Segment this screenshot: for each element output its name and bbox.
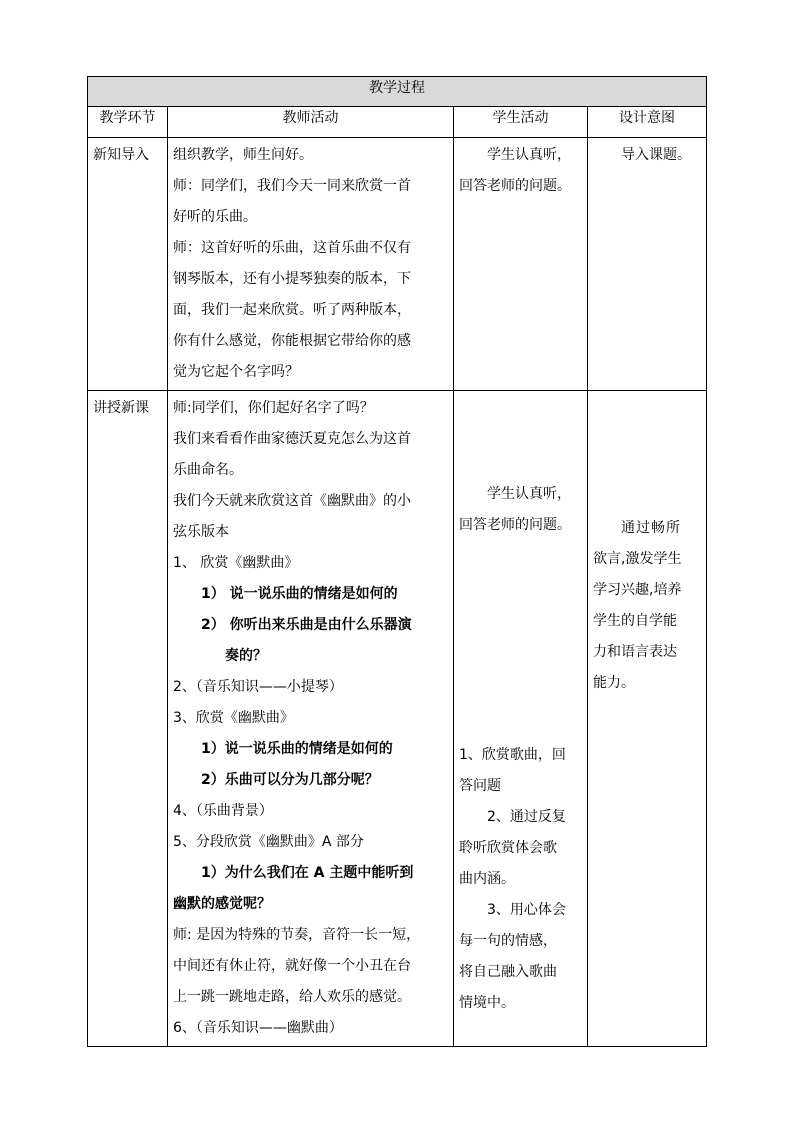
student-line: 答问题 <box>459 778 501 794</box>
teaching-process-table <box>87 76 707 1047</box>
teacher-line: 2）乐曲可以分为几部分呢？ <box>201 772 379 788</box>
spacer <box>459 393 582 479</box>
teacher-line: 1） 说一说乐曲的情绪是如何的 <box>201 586 398 602</box>
design-line: 能力。 <box>593 675 635 691</box>
table-header-row <box>88 107 707 138</box>
teacher-line: 师: 是因为特殊的节奏，音符一长一短， <box>173 927 421 943</box>
teacher-line: 6、（音乐知识——幽默曲） <box>173 1020 343 1036</box>
teacher-line: 弦乐版本 <box>173 524 229 540</box>
student-line: 回答老师的问题。 <box>459 178 571 194</box>
design-line: 通过畅所 <box>621 520 681 536</box>
table-title-row <box>88 77 707 107</box>
header-teacher-activity: 教师活动 <box>168 107 454 138</box>
student-line: 情境中。 <box>459 995 515 1011</box>
teacher-line: 奏的？ <box>225 648 267 664</box>
teacher-line: 1）说一说乐曲的情绪是如何的 <box>201 741 393 757</box>
teacher-line: 4、（乐曲背景） <box>173 803 273 819</box>
table-row <box>88 138 707 391</box>
design-line: 学生的自学能 <box>593 613 677 629</box>
table-title: 教学过程 <box>88 77 707 107</box>
stage-cell <box>88 138 168 391</box>
design-intent-cell <box>588 391 707 1047</box>
teacher-line: 中间还有休止符，就好像一个小丑在台 <box>173 958 411 974</box>
teacher-line: 2） 你听出来乐曲是由什么乐器演 <box>201 617 412 633</box>
student-line: 学生认真听， <box>487 486 571 502</box>
design-line: 力和语言表达 <box>593 644 677 660</box>
teacher-line: 乐曲命名。 <box>173 462 243 478</box>
student-line: 回答老师的问题。 <box>459 517 571 533</box>
student-line: 3、用心体会 <box>487 902 566 918</box>
teacher-line: 你有什么感觉，你能根据它带给你的感 <box>173 333 411 349</box>
stage-label: 新知导入 <box>93 147 149 163</box>
teacher-line: 觉为它起个名字吗？ <box>173 364 299 380</box>
teacher-line: 上一跳一跳地走路，给人欢乐的感觉。 <box>173 989 411 1005</box>
student-line: 学生认真听， <box>487 147 571 163</box>
teacher-line: 组织教学，师生问好。 <box>173 147 313 163</box>
teacher-line: 钢琴版本，还有小提琴独奏的版本，下 <box>173 271 411 287</box>
stage-label: 讲授新课 <box>93 400 149 416</box>
design-line: 导入课题。 <box>621 147 691 163</box>
student-line: 每一句的情感， <box>459 933 557 949</box>
teacher-line: 1、 欣赏《幽默曲》 <box>173 555 299 571</box>
design-intent-cell <box>588 138 707 391</box>
teacher-line: 面，我们一起来欣赏。听了两种版本， <box>173 302 411 318</box>
student-activity-cell <box>454 138 588 391</box>
spacer <box>459 541 582 740</box>
student-line: 曲内涵。 <box>459 871 515 887</box>
teacher-line: 5、分段欣赏《幽默曲》A 部分 <box>173 834 364 850</box>
teacher-line: 3、欣赏《幽默曲》 <box>173 710 294 726</box>
design-line: 欲言,激发学生 <box>593 551 682 567</box>
teacher-activity-cell <box>168 391 454 1047</box>
teacher-line: 我们来看看作曲家德沃夏克怎么为这首 <box>173 431 411 447</box>
teacher-line: 师：同学们，我们今天一同来欣赏一首 <box>173 178 411 194</box>
spacer <box>593 393 701 513</box>
teacher-line: 师：这首好听的乐曲，这首乐曲不仅有 <box>173 240 411 256</box>
teacher-line: 2、（音乐知识——小提琴） <box>173 679 343 695</box>
teacher-line: 我们今天就来欣赏这首《幽默曲》的小 <box>173 493 411 509</box>
teacher-line: 好听的乐曲。 <box>173 209 257 225</box>
student-line: 2、通过反复 <box>487 809 566 825</box>
header-stage: 教学环节 <box>88 107 168 138</box>
teacher-line: 师:同学们，你们起好名字了吗？ <box>173 400 374 416</box>
student-line: 将自己融入歌曲 <box>459 964 557 980</box>
header-design-intent: 设计意图 <box>588 107 707 138</box>
student-line: 聆听欣赏体会歌 <box>459 840 557 856</box>
design-line: 学习兴趣,培养 <box>593 582 682 598</box>
table-row <box>88 391 707 1047</box>
stage-cell <box>88 391 168 1047</box>
teacher-activity-cell <box>168 138 454 391</box>
header-student-activity: 学生活动 <box>454 107 588 138</box>
student-activity-cell <box>454 391 588 1047</box>
student-line: 1、欣赏歌曲，回 <box>459 747 566 763</box>
teacher-line: 1）为什么我们在 A 主题中能听到 <box>201 865 414 881</box>
teacher-line: 幽默的感觉呢？ <box>173 896 271 912</box>
